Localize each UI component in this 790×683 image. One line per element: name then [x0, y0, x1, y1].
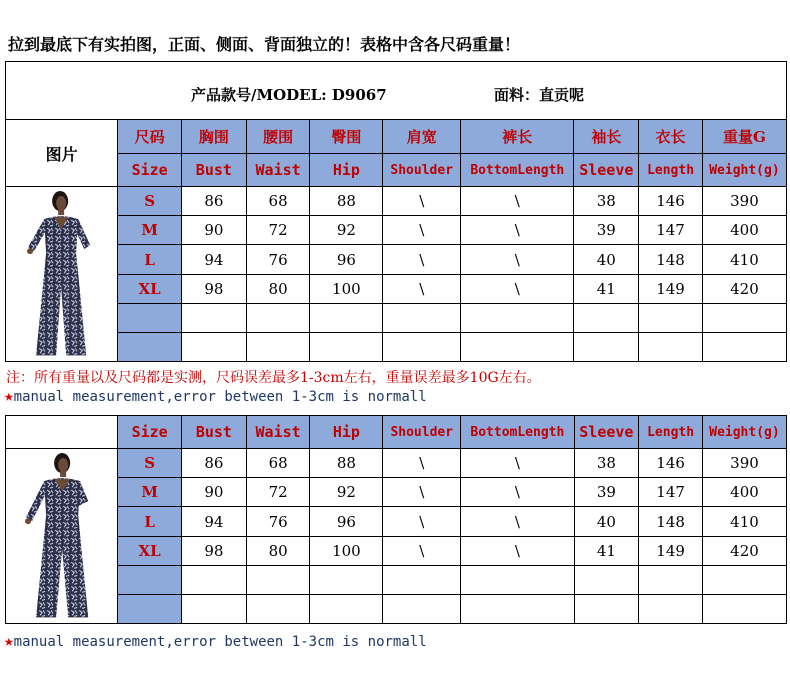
bust-cell: 90 — [182, 216, 247, 245]
header-cn-shoulder: 肩宽 — [383, 120, 461, 154]
header-en-waist: Waist — [246, 416, 310, 449]
bust-cell: 98 — [182, 274, 247, 303]
sleeve-cell: 38 — [574, 449, 639, 478]
bust-cell: 94 — [182, 245, 247, 274]
waist-cell: 80 — [246, 536, 310, 565]
size-cell: M — [118, 478, 182, 507]
shoulder-cell: \ — [383, 536, 461, 565]
table-row — [6, 449, 787, 478]
header-en-hip: Hip — [310, 154, 383, 187]
hip-cell: 92 — [310, 216, 383, 245]
shoulder-cell: \ — [383, 216, 461, 245]
note-en-2 — [4, 631, 427, 650]
bottom-length-cell: \ — [461, 507, 574, 536]
sleeve-cell: 40 — [574, 507, 639, 536]
shoulder-cell: \ — [383, 245, 461, 274]
hip-cell: 92 — [310, 478, 383, 507]
length-cell: 148 — [639, 507, 703, 536]
header-cn-size: 尺码 — [118, 120, 182, 154]
product-photo-1 — [6, 187, 118, 362]
table-row — [6, 245, 787, 274]
waist-cell: 68 — [246, 449, 310, 478]
table-row — [6, 216, 787, 245]
bust-cell: 86 — [182, 449, 247, 478]
length-cell: 146 — [639, 449, 703, 478]
size-cell: XL — [118, 274, 182, 303]
waist-cell: 72 — [246, 478, 310, 507]
weight-cell: 400 — [702, 216, 786, 245]
header-en-sleeve: Sleeve — [574, 416, 639, 449]
waist-cell: 80 — [246, 274, 310, 303]
waist-cell: 72 — [246, 216, 310, 245]
header-en-bottom-length: BottomLength — [461, 416, 574, 449]
sleeve-cell: 41 — [574, 536, 639, 565]
fabric-label: 面料：直贡呢 — [494, 86, 585, 104]
table-row — [6, 507, 787, 536]
size-cell: L — [118, 245, 182, 274]
title-row — [6, 62, 787, 120]
header-en-bust: Bust — [182, 154, 247, 187]
shoulder-cell: \ — [383, 449, 461, 478]
weight-cell: 410 — [702, 507, 786, 536]
size-table-1 — [5, 61, 787, 362]
bottom-length-cell: \ — [461, 478, 574, 507]
waist-cell: 76 — [246, 507, 310, 536]
header-cn-bust: 胸围 — [182, 120, 247, 154]
size-cell: XL — [118, 536, 182, 565]
top-note: 拉到最底下有实拍图，正面、侧面、背面独立的！表格中含各尺码重量！ — [8, 35, 521, 54]
length-cell: 149 — [639, 274, 703, 303]
blank-corner — [6, 416, 118, 449]
sleeve-cell: 40 — [574, 245, 639, 274]
length-cell: 148 — [639, 245, 703, 274]
header-en-bust: Bust — [182, 416, 247, 449]
header-en-size: Size — [118, 154, 182, 187]
table-row-empty — [6, 565, 787, 594]
table-row — [6, 478, 787, 507]
model-photo-icon — [6, 449, 117, 623]
note-en-text: manual measurement,error between 1-3cm is normall — [13, 389, 427, 405]
bottom-length-cell: \ — [461, 536, 574, 565]
hip-cell: 88 — [310, 449, 383, 478]
bust-cell: 98 — [182, 536, 247, 565]
sleeve-cell: 39 — [574, 478, 639, 507]
picture-label: 图片 — [6, 120, 118, 187]
header-cn-waist: 腰围 — [246, 120, 310, 154]
shoulder-cell: \ — [383, 274, 461, 303]
size-table-2 — [5, 415, 787, 624]
header-en-length: Length — [639, 154, 703, 187]
header-en-bottom-length: BottomLength — [461, 154, 574, 187]
table-row — [6, 274, 787, 303]
shoulder-cell: \ — [383, 478, 461, 507]
weight-cell: 420 — [702, 536, 786, 565]
table-row — [6, 187, 787, 216]
length-cell: 149 — [639, 536, 703, 565]
weight-cell: 420 — [702, 274, 786, 303]
header-en-weight: Weight(g) — [702, 154, 786, 187]
star-icon: ★ — [4, 386, 14, 405]
size-cell: L — [118, 507, 182, 536]
length-cell: 146 — [639, 187, 703, 216]
waist-cell: 68 — [246, 187, 310, 216]
bottom-length-cell: \ — [461, 274, 574, 303]
size-cell: M — [118, 216, 182, 245]
length-cell: 147 — [639, 216, 703, 245]
shoulder-cell: \ — [383, 507, 461, 536]
header-en-length: Length — [639, 416, 703, 449]
table-row — [6, 536, 787, 565]
header-cn-bottom-length: 裤长 — [461, 120, 574, 154]
table-row-empty — [6, 333, 787, 362]
hip-cell: 96 — [310, 507, 383, 536]
note-en — [4, 386, 427, 405]
shoulder-cell: \ — [383, 187, 461, 216]
length-cell: 147 — [639, 478, 703, 507]
header-en-size: Size — [118, 416, 182, 449]
note-en-2-text: manual measurement,error between 1-3cm is normall — [13, 634, 427, 650]
bust-cell: 86 — [182, 187, 247, 216]
model-label: 产品款号/MODEL: D9067 — [191, 86, 387, 104]
header-en-shoulder: Shoulder — [383, 416, 461, 449]
sleeve-cell: 38 — [574, 187, 639, 216]
bust-cell: 94 — [182, 507, 247, 536]
header-cn-hip: 臀围 — [310, 120, 383, 154]
waist-cell: 76 — [246, 245, 310, 274]
header-en-sleeve: Sleeve — [574, 154, 639, 187]
hip-cell: 88 — [310, 187, 383, 216]
note-cn: 注：所有重量以及尺码都是实测，尺码误差最多1-3cm左右，重量误差最多10G左右。 — [6, 370, 541, 386]
header-en-hip: Hip — [310, 416, 383, 449]
star-icon: ★ — [4, 631, 14, 650]
sleeve-cell: 41 — [574, 274, 639, 303]
bust-cell: 90 — [182, 478, 247, 507]
header-en-waist: Waist — [246, 154, 310, 187]
hip-cell: 100 — [310, 274, 383, 303]
bottom-length-cell: \ — [461, 449, 574, 478]
product-photo-2 — [6, 449, 118, 624]
header-en-weight: Weight(g) — [702, 416, 786, 449]
weight-cell: 390 — [702, 449, 786, 478]
model-photo-icon — [6, 187, 117, 361]
size-cell: S — [118, 187, 182, 216]
header-cn-sleeve: 袖长 — [574, 120, 639, 154]
sleeve-cell: 39 — [574, 216, 639, 245]
hip-cell: 100 — [310, 536, 383, 565]
header-cn-weight: 重量G — [702, 120, 786, 154]
hip-cell: 96 — [310, 245, 383, 274]
size-cell: S — [118, 449, 182, 478]
weight-cell: 390 — [702, 187, 786, 216]
table-row-empty — [6, 595, 787, 624]
header-cn-length: 衣长 — [639, 120, 703, 154]
table-row-empty — [6, 303, 787, 332]
header-en-shoulder: Shoulder — [383, 154, 461, 187]
bottom-length-cell: \ — [461, 216, 574, 245]
bottom-length-cell: \ — [461, 245, 574, 274]
weight-cell: 410 — [702, 245, 786, 274]
bottom-length-cell: \ — [461, 187, 574, 216]
weight-cell: 400 — [702, 478, 786, 507]
